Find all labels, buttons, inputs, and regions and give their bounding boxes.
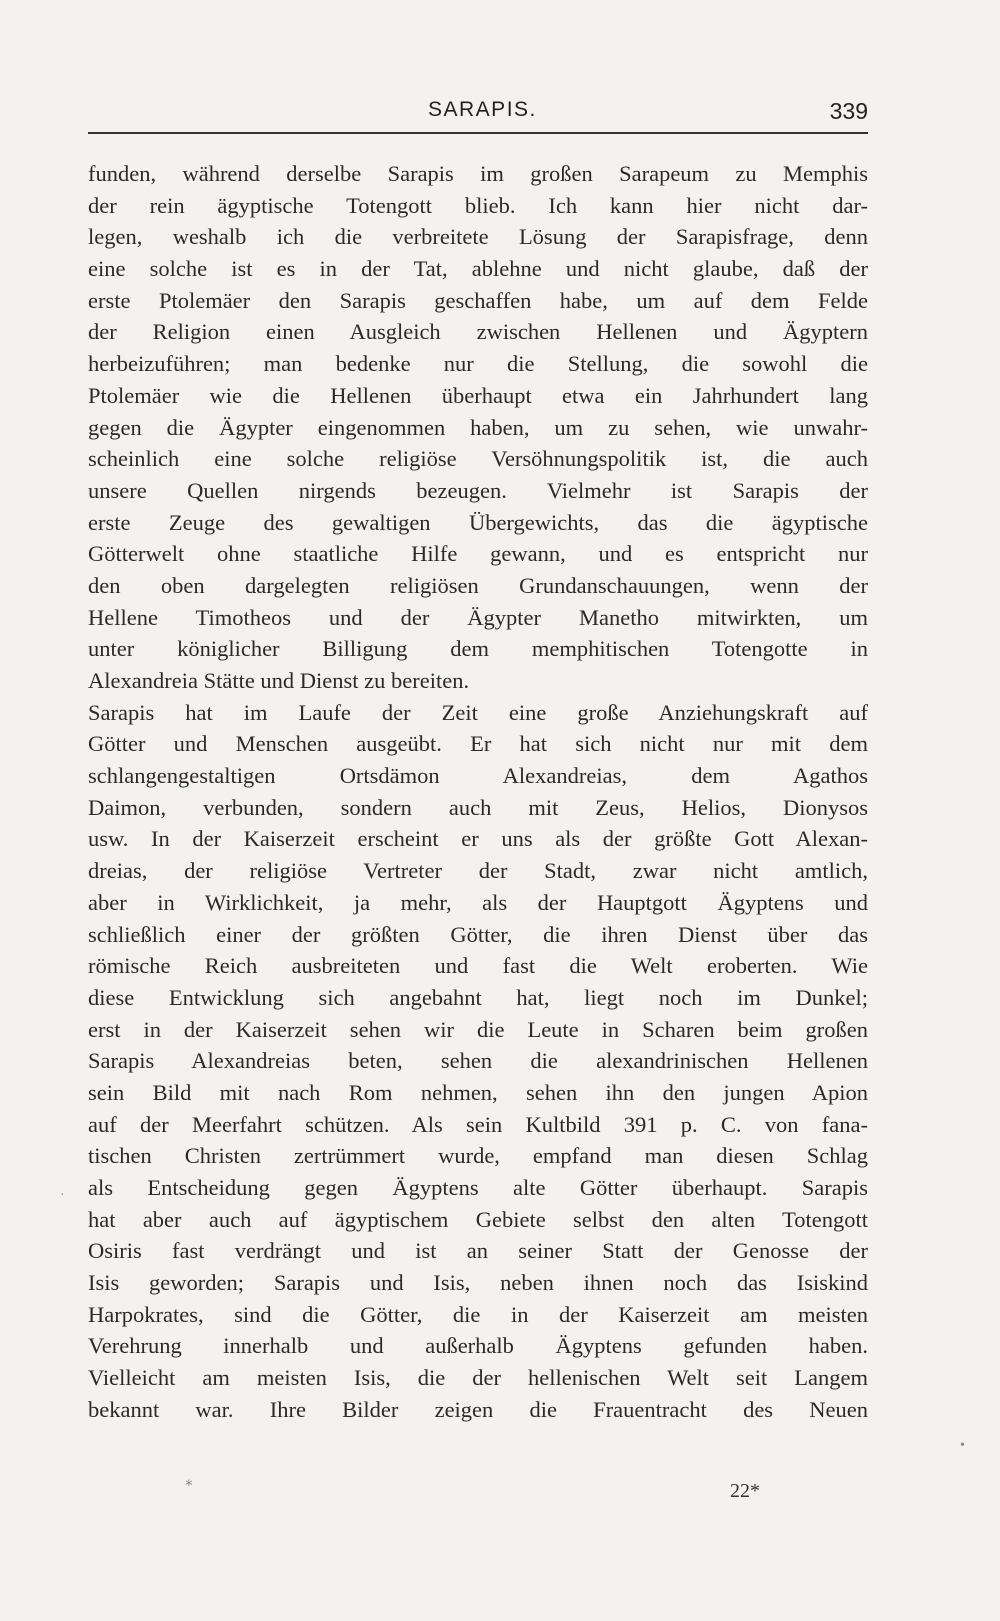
text-line: gegen die Ägypter eingenommen haben, um zu sehen, wie unwahr-: [88, 414, 868, 440]
text-line: der Religion einen Ausgleich zwischen Hellenen und Ägyptern: [88, 319, 868, 345]
text-line: aber in Wirklichkeit, ja mehr, als der Hauptgott Ägyptens und: [88, 889, 868, 915]
text-line: usw. In der Kaiserzeit erscheint er uns als der größte Gott Alexan-: [88, 826, 868, 852]
text-line: römische Reich ausbreiteten und fast die Welt eroberten. Wie: [88, 953, 868, 979]
text-line: Vielleicht am meisten Isis, die der hellenischen Welt seit Langem: [88, 1365, 868, 1391]
text-line: Sarapis hat im Laufe der Zeit eine große Anziehungskraft auf: [88, 699, 868, 725]
text-line: eine solche ist es in der Tat, ablehne und nicht glaube, daß der: [88, 256, 868, 282]
text-line: erste Ptolemäer den Sarapis geschaffen habe, um auf dem Felde: [88, 287, 868, 313]
print-speck: ·: [60, 1188, 65, 1203]
text-line: der rein ägyptische Totengott blieb. Ich kann hier nicht dar-: [88, 192, 868, 218]
print-speck: ∗: [184, 1476, 194, 1491]
text-line: hat aber auch auf ägyptischem Gebiete selbst den alten Totengott: [88, 1206, 868, 1232]
body-text: [88, 158, 868, 1426]
text-line: Sarapis Alexandreias beten, sehen die alexandrinischen Hellenen: [88, 1048, 868, 1074]
text-line: Verehrung innerhalb und außerhalb Ägyptens gefunden haben.: [88, 1333, 868, 1359]
text-line: erst in der Kaiserzeit sehen wir die Leute in Scharen beim großen: [88, 1016, 868, 1042]
text-line: tischen Christen zertrümmert wurde, empfand man diesen Schlag: [88, 1143, 868, 1169]
running-title: SARAPIS.: [428, 98, 537, 121]
text-line: bekannt war. Ihre Bilder zeigen die Frauentracht des Neuen: [88, 1396, 868, 1422]
text-line: unsere Quellen nirgends bezeugen. Vielmehr ist Sarapis der: [88, 477, 868, 503]
text-line: sein Bild mit nach Rom nehmen, sehen ihn den jungen Apion: [88, 1079, 868, 1105]
text-line: erste Zeuge des gewaltigen Übergewichts, das die ägyptische: [88, 509, 868, 535]
text-line: herbeizuführen; man bedenke nur die Stellung, die sowohl die: [88, 351, 868, 377]
signature-mark: 22*: [730, 1480, 760, 1502]
text-line: funden, während derselbe Sarapis im großen Sarapeum zu Memphis: [88, 161, 868, 186]
print-speck: •: [960, 1438, 965, 1453]
text-line: Osiris fast verdrängt und ist an seiner Statt der Genosse der: [88, 1238, 868, 1264]
text-line: auf der Meerfahrt schützen. Als sein Kultbild 391 p. C. von fana-: [88, 1111, 868, 1137]
running-head: [88, 96, 868, 134]
text-line: diese Entwicklung sich angebahnt hat, liegt noch im Dunkel;: [88, 984, 868, 1010]
text-line: Ptolemäer wie die Hellenen überhaupt etwa ein Jahrhundert lang: [88, 382, 868, 408]
text-line: Isis geworden; Sarapis und Isis, neben ihnen noch das Isiskind: [88, 1270, 868, 1296]
text-line: Daimon, verbunden, sondern auch mit Zeus, Helios, Dionysos: [88, 794, 868, 820]
text-line: unter königlicher Billigung dem memphitischen Totengotte in: [88, 636, 868, 662]
text-line: Götter und Menschen ausgeübt. Er hat sich nicht nur mit dem: [88, 731, 868, 757]
text-line: schließlich einer der größten Götter, die ihren Dienst über das: [88, 921, 868, 947]
text-line: den oben dargelegten religiösen Grundanschauungen, wenn der: [88, 572, 868, 598]
text-line: schlangengestaltigen Ortsdämon Alexandreias, dem Agathos: [88, 763, 868, 789]
text-line: als Entscheidung gegen Ägyptens alte Götter überhaupt. Sarapis: [88, 1175, 868, 1200]
text-line: scheinlich eine solche religiöse Versöhnungspolitik ist, die auch: [88, 446, 868, 472]
text-line: dreias, der religiöse Vertreter der Stadt, zwar nicht amtlich,: [88, 858, 868, 884]
text-line: legen, weshalb ich die verbreitete Lösung der Sarapisfrage, denn: [88, 224, 868, 250]
text-line: Hellene Timotheos und der Ägypter Manetho mitwirkten, um: [88, 604, 868, 630]
page-number: 339: [829, 98, 868, 124]
text-line: Harpokrates, sind die Götter, die in der Kaiserzeit am meisten: [88, 1301, 868, 1327]
text-line: Götterwelt ohne staatliche Hilfe gewann, und es entspricht nur: [88, 541, 868, 567]
text-line: Alexandreia Stätte und Dienst zu bereiten.: [88, 668, 470, 693]
